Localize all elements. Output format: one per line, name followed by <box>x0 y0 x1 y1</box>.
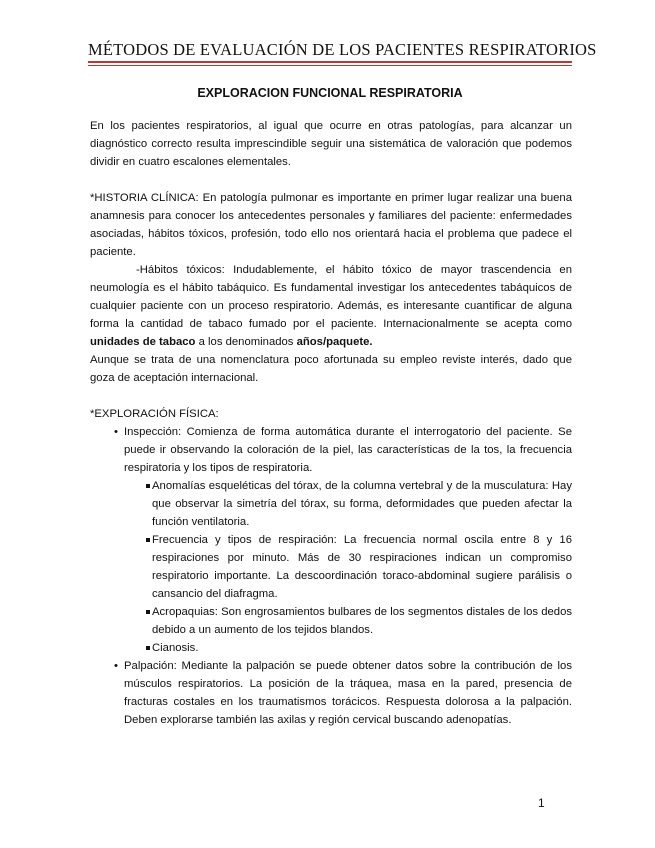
header-rule-bottom <box>88 65 572 66</box>
document-title: EXPLORACION FUNCIONAL RESPIRATORIA <box>197 86 463 100</box>
exploracion-list <box>90 423 572 729</box>
square-bullet-icon <box>146 610 150 614</box>
list-item-palpacion <box>90 657 572 729</box>
sub-item-text: Anomalías esqueléticas del tórax, de la columna vertebral y de la musculatura: Hay que observar la simetría del tórax, su forma, deformidades que pueden afectar la función ventilatoria. <box>152 480 572 528</box>
habitos-toxicos-paragraph <box>90 261 572 351</box>
bullet-dot-icon: • <box>114 426 118 438</box>
nomenclatura-paragraph: Aunque se trata de una nomenclatura poco afortunada su empleo reviste interés, dado que goza de aceptación internacional. <box>90 354 572 384</box>
sub-item-anomalias <box>124 477 572 531</box>
habitos-text-mid: a los denominados <box>198 336 294 348</box>
exploracion-fisica-heading: *EXPLORACIÓN FÍSICA: <box>90 408 219 420</box>
sub-item-frecuencia <box>124 531 572 603</box>
sub-item-acropaquias <box>124 603 572 639</box>
habitos-text-a: -Hábitos tóxicos: Indudablemente, el hábito tóxico de mayor trascendencia en neumología es el hábito tabáquico. Es fundamental investigar los antecedentes tabáquicos de cualquier paciente con un proceso respiratorio. Además, es interesante cuantificar de alguna forma la cantidad de tabaco fumado por el paciente. Internacionalmente se acepta como <box>90 264 572 330</box>
sub-item-text: Cianosis. <box>152 642 199 654</box>
document-body <box>90 117 572 729</box>
habitos-bold-unidades: unidades de tabaco <box>90 336 196 348</box>
habitos-bold-anos-paquete: años/paquete. <box>296 336 373 348</box>
inspeccion-sublist <box>124 477 572 657</box>
sub-item-text: Frecuencia y tipos de respiración: La frecuencia normal oscila entre 8 y 16 respiraciones por minuto. Más de 30 respiraciones indican un compromiso respiratorio importante. La descoordinación toraco-abdominal sugiere parálisis o cansancio del diafragma. <box>152 534 572 600</box>
square-bullet-icon <box>146 538 150 542</box>
list-item-inspeccion <box>90 423 572 657</box>
page-header-title: MÉTODOS DE EVALUACIÓN DE LOS PACIENTES RESPIRATORIOS <box>88 40 597 59</box>
intro-paragraph: En los pacientes respiratorios, al igual que ocurre en otras patologías, para alcanzar un diagnóstico correcto resulta imprescindible seguir una sistemática de valoración que podemos dividir en cuatro escalones elementales. <box>90 120 572 168</box>
bullet-dot-icon: • <box>114 660 118 672</box>
palpacion-text: Palpación: Mediante la palpación se puede obtener datos sobre la contribución de los músculos respiratorios. La posición de la tráquea, masa en la pared, presencia de fracturas costales en los traumatismos torácicos. Respuesta dolorosa a la palpación. Deben explorarse también las axilas y región cervical buscando adenopatías. <box>124 660 572 726</box>
historia-clinica-paragraph: *HISTORIA CLÍNICA: En patología pulmonar es importante en primer lugar realizar una buena anamnesis para conocer los antecedentes personales y familiares del paciente: enfermedades asociadas, hábitos tóxicos, profesión, todo ello nos orientará hacia el problema que padece el paciente. <box>90 192 572 258</box>
header-rule-top <box>88 61 572 63</box>
square-bullet-icon <box>146 484 150 488</box>
sub-item-cianosis <box>124 639 572 657</box>
inspeccion-text: Inspección: Comienza de forma automática durante el interrogatorio del paciente. Se puede ir observando la coloración de la piel, las características de la tos, la frecuencia respiratoria y los tipos de respiratoria. <box>124 426 572 474</box>
page-number: 1 <box>538 796 545 810</box>
square-bullet-icon <box>146 646 150 650</box>
sub-item-text: Acropaquias: Son engrosamientos bulbares de los segmentos distales de los dedos debido a un aumento de los tejidos blandos. <box>152 606 572 636</box>
